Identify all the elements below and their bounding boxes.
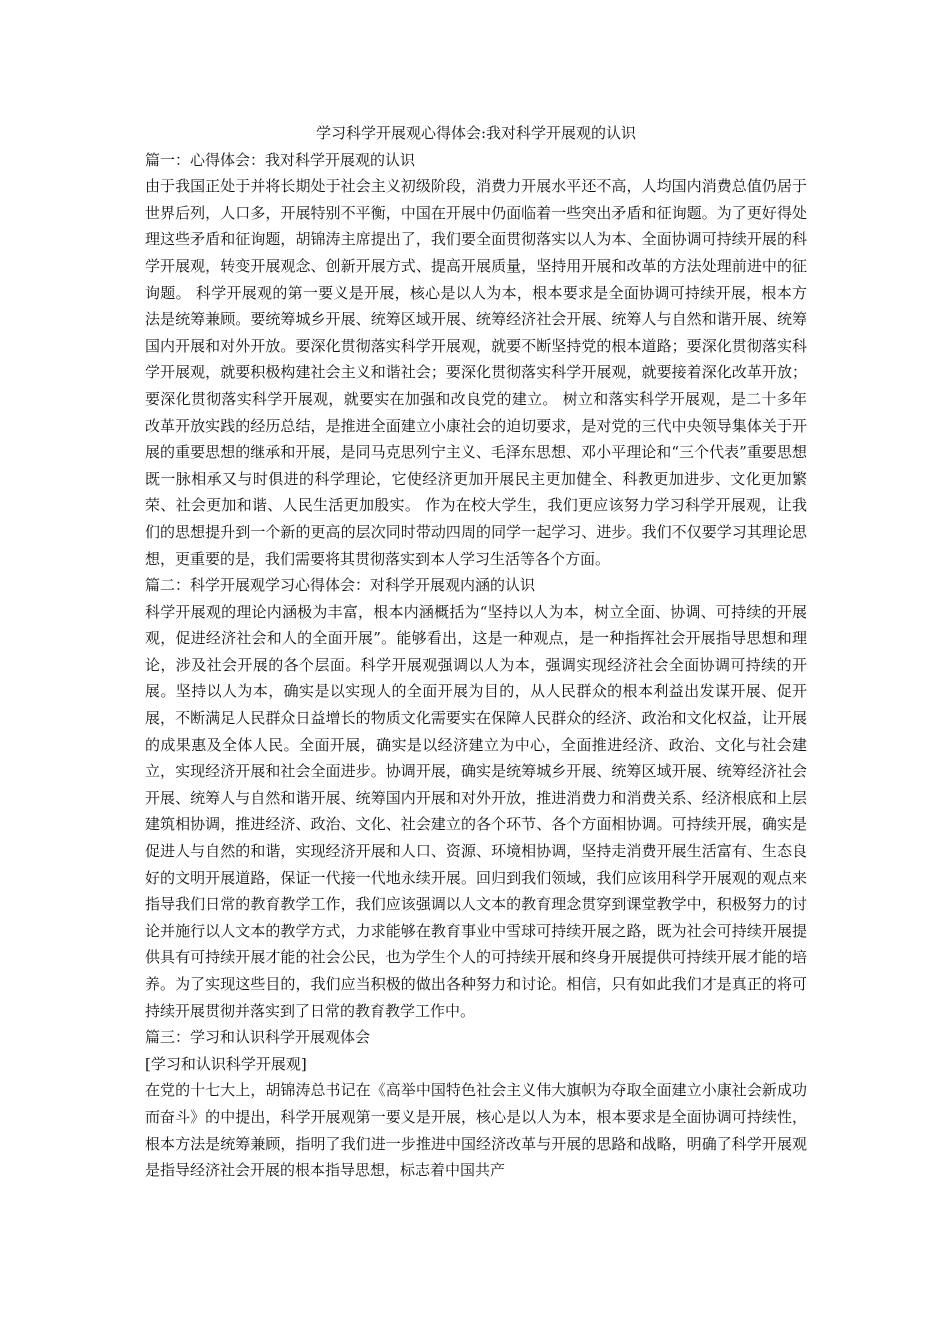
document-title: 学习科学开展观心得体会:我对科学开展观的认识 <box>315 124 637 142</box>
section-3 <box>145 1024 807 1184</box>
section-1-paragraph-1: 由于我国正处于并将长期处于社会主义初级阶段，消费力开展水平还不高，人均国内消费总值仍居于世界后列，人口多，开展特别不平衡，中国在开展中仍面临着一些突出矛盾和征询题。为了更好得处理这些矛盾和征询题，胡锦涛主席提出了，我们要全面贯彻落实以人为本、全面协调可持续开展的科学开展观，转变开展观念、创新开展方式、提高开展质量，坚持用开展和改革的方法处理前进中的征询题。 科学开展观的第一要义是开展，核心是以人为本，根本要求是全面协调可持续开展，根本方法是统筹兼顾。要统筹城乡开展、统筹区域开展、统筹经济社会开展、统筹人与自然和谐开展、统筹国内开展和对外开放。要深化贯彻落实科学开展观，就要不断坚持党的根本道路；要深化贯彻落实科学开展观，就要积极构建社会主义和谐社会；要深化贯彻落实科学开展观，就要接着深化改革开放；要深化贯彻落实科学开展观，就要实在加强和改良党的建立。 树立和落实科学开展观，是二十多年改革开放实践的经历总结，是推进全面建立小康社会的迫切要求，是对党的三代中央领导集体关于开展的重要思想的继承和开展，是同马克思列宁主义、毛泽东思想、邓小平理论和“三个代表”重要思想既一脉相承又与时俱进的科学理论，它使经济更加开展民主更加健全、科教更加进步、文化更加繁荣、社会更加和谐、人民生活更加殷实。 作为在校大学生，我们更应该努力学习科学开展观，让我们的思想提升到一个新的更高的层次同时带动四周的同学一起学习、进步。我们不仅要学习其理论思想，更重要的是，我们需要将其贯彻落实到本人学习生活等各个方面。 <box>145 177 807 568</box>
section-1-heading: 篇一：心得体会：我对科学开展观的认识 <box>145 150 416 169</box>
section-3-heading: 篇三：学习和认识科学开展观体会 <box>145 1028 371 1047</box>
section-2 <box>145 572 807 1024</box>
section-2-heading: 篇二：科学开展观学习心得体会：对科学开展观内涵的认识 <box>145 576 536 595</box>
section-3-paragraph-1: 在党的十七大上，胡锦涛总书记在《高举中国特色社会主义伟大旗帜为夺取全面建立小康社会新成功而奋斗》的中提出，科学开展观第一要义是开展，核心是以人为本，根本要求是全面协调可持续性，根本方法是统筹兼顾，指明了我们进一步推进中国经济改革与开展的思路和战略，明确了科学开展观是指导经济社会开展的根本指导思想，标志着中国共产 <box>145 1081 807 1180</box>
section-1 <box>145 147 807 573</box>
document-page <box>145 120 807 1184</box>
section-3-subtitle: [学习和认识科学开展观] <box>145 1054 307 1073</box>
section-2-paragraph-1: 科学开展观的理论内涵极为丰富，根本内涵概括为“坚持以人为本，树立全面、协调、可持续的开展观，促进经济社会和人的全面开展”。能够看出，这是一种观点，是一种指挥社会开展指导思想和理论，涉及社会开展的各个层面。科学开展观强调以人为本，强调实现经济社会全面协调可持续的开展。坚持以人为本，确实是以实现人的全面开展为目的，从人民群众的根本利益出发谋开展、促开展，不断满足人民群众日益增长的物质文化需要实在保障人民群众的经济、政治和文化权益，让开展的成果惠及全体人民。全面开展，确实是以经济建立为中心，全面推进经济、政治、文化与社会建立，实现经济开展和社会全面进步。协调开展，确实是统筹城乡开展、统筹区域开展、统筹经济社会开展、统筹人与自然和谐开展、统筹国内开展和对外开放，推进消费力和消费关系、经济根底和上层建筑相协调，推进经济、政治、文化、社会建立的各个环节、各个方面相协调。可持续开展，确实是促进人与自然的和谐，实现经济开展和人口、资源、环境相协调，坚持走消费开展生活富有、生态良好的文明开展道路，保证一代接一代地永续开展。回归到我们领域，我们应该用科学开展观的观点来指导我们日常的教育教学工作，我们应该强调以人文本的教育理念贯穿到课堂教学中，积极努力的讨论并施行以人文本的教学方式，力求能够在教育事业中雪球可持续开展之路，既为社会可持续开展提供具有可持续开展才能的社会公民，也为学生个人的可持续开展和终身开展提供可持续开展才能的培养。为了实现这些目的，我们应当积极的做出各种努力和讨论。相信，只有如此我们才是真正的将可持续开展贯彻并落实到了日常的教育教学工作中。 <box>145 602 807 1020</box>
